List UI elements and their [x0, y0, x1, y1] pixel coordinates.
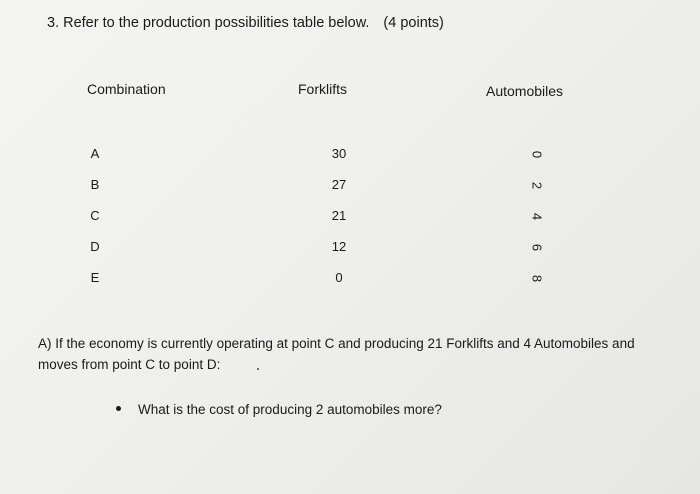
cell-automobiles-a: 0 [529, 150, 545, 159]
cell-combination-a: A [90, 146, 100, 161]
header-forklifts: Forklifts [298, 81, 347, 97]
cell-forklifts-e: 0 [335, 270, 343, 285]
part-a-question: A) If the economy is currently operating at point C and producing 21 Forklifts and 4 Automobiles and moves from point C to point D: [38, 336, 635, 372]
stray-mark [257, 368, 259, 370]
cell-automobiles-d: 6 [529, 243, 545, 252]
cell-combination-c: C [90, 208, 100, 223]
header-automobiles: Automobiles [486, 83, 564, 99]
cell-forklifts-d: 12 [331, 239, 347, 254]
question-points: (4 points) [383, 15, 444, 31]
cell-forklifts-a: 30 [331, 146, 347, 161]
bullet-item-text: What is the cost of producing 2 automobiles more? [138, 402, 442, 417]
cell-automobiles-c: 4 [529, 212, 545, 221]
cell-automobiles-e: 8 [529, 274, 545, 283]
question-title [47, 15, 444, 31]
cell-combination-d: D [90, 239, 100, 254]
cell-forklifts-c: 21 [331, 208, 347, 223]
cell-combination-b: B [90, 177, 100, 192]
header-combination: Combination [87, 81, 166, 97]
bullet-dot-icon [116, 406, 121, 411]
question-title-text: 3. Refer to the production possibilities table below. [47, 15, 370, 31]
cell-forklifts-b: 27 [331, 177, 347, 192]
bullet-item [116, 402, 442, 417]
cell-automobiles-b: 2 [529, 181, 545, 190]
cell-combination-e: E [90, 270, 100, 285]
